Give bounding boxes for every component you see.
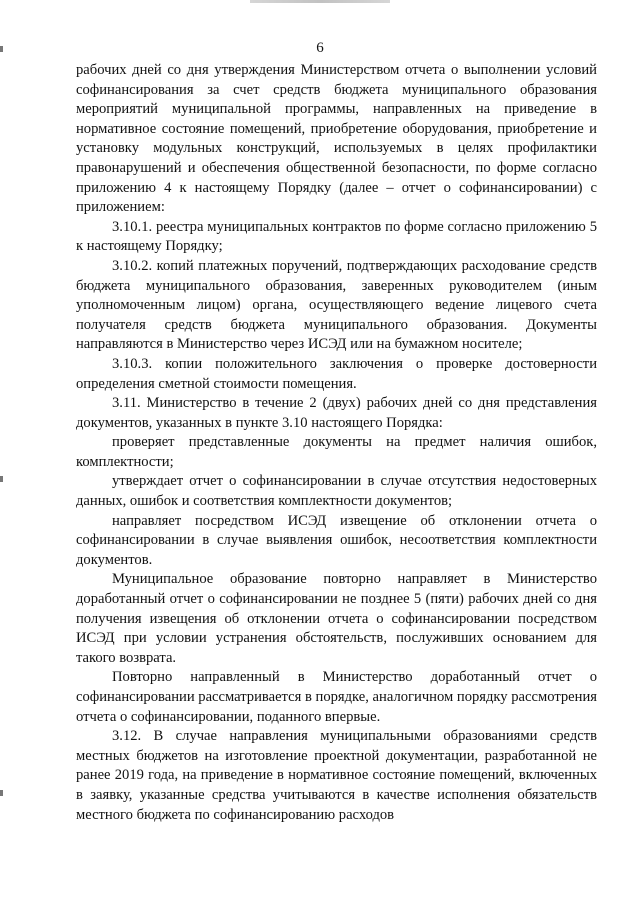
paragraph: рабочих дней со дня утверждения Министерством отчета о выполнении условий софинансирования за счет средств бюджета муниципального образования мероприятий муниципальной программы, направленных на приведение в нормативное состояние помещений, приобретение оборудования, приобретение и установку модульных конструкций, используемых в целях профилактики правонарушений и обеспечения общественной безопасности, по форме согласно приложению 4 к настоящему Порядку (далее – отчет о софинансировании) с приложением: — [76, 62, 597, 216]
paragraph: направляет посредством ИСЭД извещение об отклонении отчета о софинансировании в случае выявления ошибок, несоответствия комплектности документов. — [76, 512, 597, 568]
document-body — [76, 61, 597, 825]
paragraph: 3.10.1. реестра муниципальных контрактов по форме согласно приложению 5 к настоящему Порядку; — [76, 218, 597, 255]
paragraph: 3.12. В случае направления муниципальными образованиями средств местных бюджетов на изготовление проектной документации, разработанной не ранее 2019 года, на приведение в нормативное состояние помещений, включенных в заявку, указанные средства учитываются в качестве исполнения обязательств местного бюджета по софинансированию расходов — [76, 728, 597, 823]
scan-edge-mark — [0, 790, 3, 796]
paragraph: 3.10.3. копии положительного заключения о проверке достоверности определения сметной стоимости помещения. — [76, 355, 597, 392]
paragraph: Муниципальное образование повторно направляет в Министерство доработанный отчет о софинансировании не позднее 5 (пяти) рабочих дней со дня получения извещения об отклонении отчета о софинансировании посредством ИСЭД при условии устранения обстоятельств, послуживших основанием для такого возврата. — [76, 571, 597, 666]
paragraph: 3.11. Министерство в течение 2 (двух) рабочих дней со дня представления документов, указанных в пункте 3.10 настоящего Порядка: — [76, 395, 597, 431]
paragraph: Повторно направленный в Министерство доработанный отчет о софинансировании рассматривается в порядке, аналогичном порядку рассмотрения отчета о софинансировании, поданного впервые. — [76, 669, 597, 725]
scan-edge-mark — [0, 476, 3, 482]
paragraph: 3.10.2. копий платежных поручений, подтверждающих расходование средств бюджета муниципального образования, заверенных руководителем (иным уполномоченным лицом) органа, осуществляющего ведение лицевого счета получателя средств бюджета муниципального образования. Документы направляются в Министерство через ИСЭД или на бумажном носителе; — [76, 257, 597, 353]
page-number: 6 — [316, 40, 324, 56]
paragraph: проверяет представленные документы на предмет наличия ошибок, комплектности; — [76, 434, 597, 470]
scan-artifact-top — [250, 0, 390, 3]
paragraph: утверждает отчет о софинансировании в случае отсутствия недостоверных данных, ошибок и соответствия комплектности документов; — [76, 473, 597, 510]
